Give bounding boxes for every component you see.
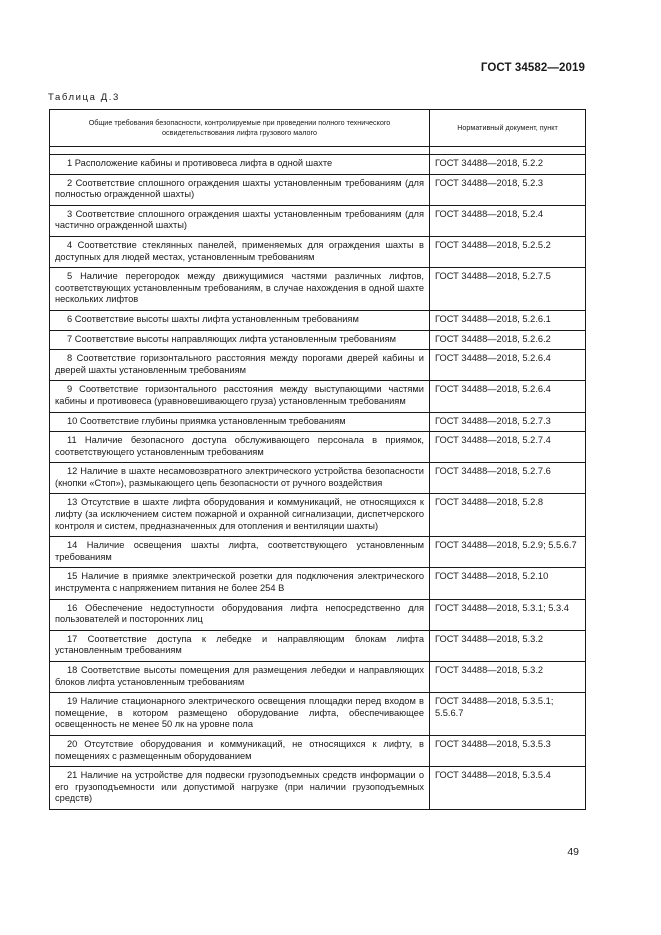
normative-reference-cell: ГОСТ 34488—2018, 5.2.10	[430, 568, 586, 599]
table-row	[50, 310, 586, 330]
page-number: 49	[567, 846, 579, 858]
standard-designation: ГОСТ 34582—2019	[480, 62, 585, 74]
table-header-row	[50, 110, 586, 147]
table-row	[50, 155, 586, 175]
table-row	[50, 568, 586, 599]
normative-reference-cell: ГОСТ 34488—2018, 5.2.3	[430, 174, 586, 205]
table-row	[50, 599, 586, 630]
table-row	[50, 236, 586, 267]
table-row	[50, 494, 586, 537]
table-row	[50, 330, 586, 350]
table-row	[50, 463, 586, 494]
spacer-cell	[430, 147, 586, 155]
requirement-cell: 16 Обеспечение недоступности оборудования лифта непосредственно для пользователей и посторонних лиц	[50, 599, 430, 630]
table-row	[50, 735, 586, 766]
requirements-table	[49, 109, 586, 810]
table-row	[50, 205, 586, 236]
requirement-cell: 10 Соответствие глубины приямка установленным требованиям	[50, 412, 430, 432]
requirement-cell: 9 Соответствие горизонтального расстояния между выступающими частями кабины и противовеса (уравновешивающего груза) установленным требованиям	[50, 381, 430, 412]
normative-reference-cell: ГОСТ 34488—2018, 5.2.9; 5.5.6.7	[430, 537, 586, 568]
requirement-cell: 8 Соответствие горизонтального расстояния между порогами дверей кабины и дверей шахты установленным требованиям	[50, 350, 430, 381]
requirement-cell: 14 Наличие освещения шахты лифта, соответствующего установленным требованиям	[50, 537, 430, 568]
table-caption: Таблица Д.3	[48, 92, 120, 103]
table-row	[50, 767, 586, 810]
header-requirements: Общие требования безопасности, контролируемые при проведении полного технического освидетельствования лифта грузового малого	[50, 110, 430, 147]
table-row	[50, 693, 586, 736]
table-row	[50, 174, 586, 205]
normative-reference-cell: ГОСТ 34488—2018, 5.2.7.3	[430, 412, 586, 432]
normative-reference-cell: ГОСТ 34488—2018, 5.3.2	[430, 662, 586, 693]
normative-reference-cell: ГОСТ 34488—2018, 5.3.1; 5.3.4	[430, 599, 586, 630]
requirement-cell: 3 Соответствие сплошного ограждения шахты установленным требованиям (для частично огражденной шахты)	[50, 205, 430, 236]
header-normative-document: Нормативный документ, пункт	[430, 110, 586, 147]
normative-reference-cell: ГОСТ 34488—2018, 5.2.7.4	[430, 432, 586, 463]
requirement-cell: 21 Наличие на устройстве для подвески грузоподъемных средств информации о его грузоподъемности или допустимой нагрузке (при наличии грузоподъемных средств)	[50, 767, 430, 810]
table-row	[50, 350, 586, 381]
header-spacer-row	[50, 147, 586, 155]
requirement-cell: 7 Соответствие высоты направляющих лифта установленным требованиям	[50, 330, 430, 350]
requirement-cell: 6 Соответствие высоты шахты лифта установленным требованиям	[50, 310, 430, 330]
requirement-cell: 5 Наличие перегородок между движущимися частями различных лифтов, соответствующих установленным требованиям, в случае нахождения в одной шахте нескольких лифтов	[50, 268, 430, 311]
normative-reference-cell: ГОСТ 34488—2018, 5.2.6.4	[430, 381, 586, 412]
normative-reference-cell: ГОСТ 34488—2018, 5.3.5.3	[430, 735, 586, 766]
normative-reference-cell: ГОСТ 34488—2018, 5.2.4	[430, 205, 586, 236]
normative-reference-cell: ГОСТ 34488—2018, 5.2.6.2	[430, 330, 586, 350]
requirement-cell: 19 Наличие стационарного электрического освещения площадки перед входом в помещение, в котором размещено оборудование лифта, обеспечивающее освещенность не менее 50 лк на уровне пола	[50, 693, 430, 736]
normative-reference-cell: ГОСТ 34488—2018, 5.2.5.2	[430, 236, 586, 267]
requirement-cell: 4 Соответствие стеклянных панелей, применяемых для ограждения шахты в доступных для людей местах, установленным требованиям	[50, 236, 430, 267]
table-row	[50, 412, 586, 432]
normative-reference-cell: ГОСТ 34488—2018, 5.2.7.6	[430, 463, 586, 494]
requirement-cell: 17 Соответствие доступа к лебедке и направляющим блокам лифта установленным требованиям	[50, 630, 430, 661]
requirement-cell: 11 Наличие безопасного доступа обслуживающего персонала в приямок, соответствующего установленным требованиям	[50, 432, 430, 463]
table-row	[50, 432, 586, 463]
normative-reference-cell: ГОСТ 34488—2018, 5.3.5.1; 5.5.6.7	[430, 693, 586, 736]
requirement-cell: 18 Соответствие высоты помещения для размещения лебедки и направляющих блоков лифта установленным требованиям	[50, 662, 430, 693]
requirement-cell: 13 Отсутствие в шахте лифта оборудования и коммуникаций, не относящихся к лифту (за исключением систем пожарной и охранной сигнализации, диспетчерского контроля и систем, предназначенных для отопления и вентиляции шахты)	[50, 494, 430, 537]
normative-reference-cell: ГОСТ 34488—2018, 5.3.2	[430, 630, 586, 661]
requirement-cell: 20 Отсутствие оборудования и коммуникаций, не относящихся к лифту, в помещениях с размещенным оборудованием	[50, 735, 430, 766]
table-row	[50, 662, 586, 693]
requirement-cell: 1 Расположение кабины и противовеса лифта в одной шахте	[50, 155, 430, 175]
spacer-cell	[50, 147, 430, 155]
table-row	[50, 268, 586, 311]
normative-reference-cell: ГОСТ 34488—2018, 5.3.5.4	[430, 767, 586, 810]
requirement-cell: 2 Соответствие сплошного ограждения шахты установленным требованиям (для полностью огражденной шахты)	[50, 174, 430, 205]
normative-reference-cell: ГОСТ 34488—2018, 5.2.7.5	[430, 268, 586, 311]
table-row	[50, 381, 586, 412]
normative-reference-cell: ГОСТ 34488—2018, 5.2.8	[430, 494, 586, 537]
table-row	[50, 537, 586, 568]
table-row	[50, 630, 586, 661]
normative-reference-cell: ГОСТ 34488—2018, 5.2.6.1	[430, 310, 586, 330]
requirement-cell: 12 Наличие в шахте несамовозвратного электрического устройства безопасности (кнопки «Стоп»), размыкающего цепь безопасности от ручного воздействия	[50, 463, 430, 494]
normative-reference-cell: ГОСТ 34488—2018, 5.2.2	[430, 155, 586, 175]
requirement-cell: 15 Наличие в приямке электрической розетки для подключения электрического инструмента с напряжением питания не более 254 В	[50, 568, 430, 599]
normative-reference-cell: ГОСТ 34488—2018, 5.2.6.4	[430, 350, 586, 381]
